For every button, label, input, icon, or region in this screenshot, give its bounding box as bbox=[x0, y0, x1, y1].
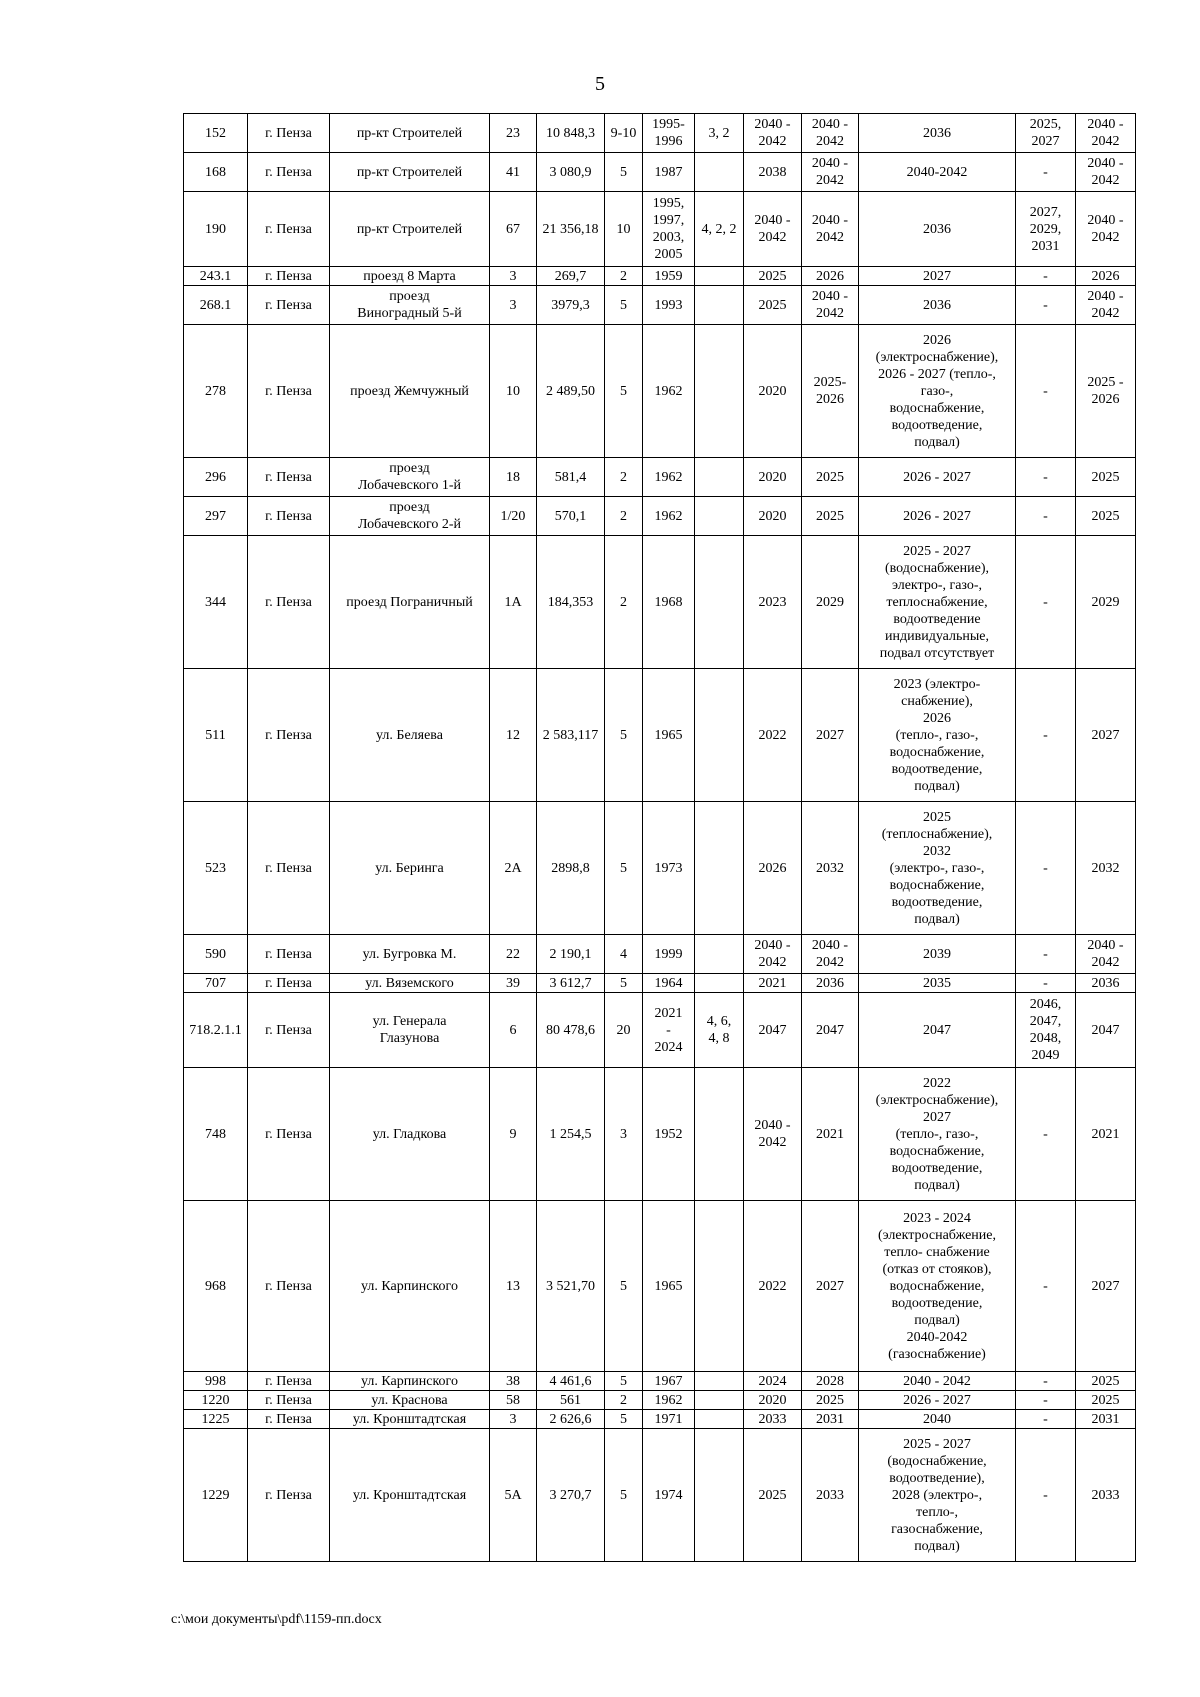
table-row bbox=[184, 153, 1136, 192]
cell-house: 9 bbox=[490, 1068, 537, 1201]
cell-floors: 5 bbox=[605, 669, 643, 802]
page-number: 5 bbox=[595, 73, 605, 95]
cell-year-d: 2040 - 2042 bbox=[1076, 114, 1136, 153]
cell-year-built: 1965 bbox=[643, 669, 695, 802]
cell-house: 5А bbox=[490, 1429, 537, 1562]
cell-city: г. Пенза bbox=[248, 153, 330, 192]
cell-year-d: 2029 bbox=[1076, 536, 1136, 669]
cell-year-b: 2040 - 2042 bbox=[802, 114, 859, 153]
cell-street: пр-кт Строителей bbox=[330, 153, 490, 192]
cell-year-b: 2040 - 2042 bbox=[802, 153, 859, 192]
cell-work-years: 2036 bbox=[859, 192, 1016, 267]
cell-floors: 2 bbox=[605, 497, 643, 536]
cell-street: проезд Лобачевского 2-й bbox=[330, 497, 490, 536]
cell-year-d: 2047 bbox=[1076, 993, 1136, 1068]
cell-id: 1220 bbox=[184, 1391, 248, 1410]
cell-floors: 5 bbox=[605, 1201, 643, 1372]
cell-year-a: 2025 bbox=[744, 286, 802, 325]
cell-work-years: 2022 (электроснабжение), 2027 (тепло-, газо-, водоснабжение, водоотведение, подвал) bbox=[859, 1068, 1016, 1201]
table-row bbox=[184, 536, 1136, 669]
cell-year-a: 2040 - 2042 bbox=[744, 192, 802, 267]
cell-street: ул. Карпинского bbox=[330, 1201, 490, 1372]
cell-id: 344 bbox=[184, 536, 248, 669]
cell-section-floors bbox=[695, 267, 744, 286]
cell-id: 268.1 bbox=[184, 286, 248, 325]
cell-city: г. Пенза bbox=[248, 114, 330, 153]
cell-floors: 5 bbox=[605, 1410, 643, 1429]
cell-year-d: 2036 bbox=[1076, 974, 1136, 993]
cell-floors: 5 bbox=[605, 325, 643, 458]
cell-id: 297 bbox=[184, 497, 248, 536]
cell-year-a: 2022 bbox=[744, 669, 802, 802]
cell-city: г. Пенза bbox=[248, 1391, 330, 1410]
cell-year-c: - bbox=[1016, 1429, 1076, 1562]
cell-work-years: 2026 - 2027 bbox=[859, 1391, 1016, 1410]
cell-area: 3979,3 bbox=[537, 286, 605, 325]
cell-id: 718.2.1.1 bbox=[184, 993, 248, 1068]
cell-work-years: 2023 (электро- снабжение), 2026 (тепло-, газо-, водоснабжение, водоотведение, подвал) bbox=[859, 669, 1016, 802]
cell-area: 3 612,7 bbox=[537, 974, 605, 993]
cell-section-floors bbox=[695, 497, 744, 536]
cell-year-d: 2025 bbox=[1076, 1391, 1136, 1410]
cell-year-b: 2025 bbox=[802, 497, 859, 536]
cell-house: 22 bbox=[490, 935, 537, 974]
cell-year-c: 2027, 2029, 2031 bbox=[1016, 192, 1076, 267]
cell-area: 3 521,70 bbox=[537, 1201, 605, 1372]
cell-year-built: 1965 bbox=[643, 1201, 695, 1372]
cell-year-d: 2040 - 2042 bbox=[1076, 935, 1136, 974]
cell-street: пр-кт Строителей bbox=[330, 114, 490, 153]
table-row bbox=[184, 1068, 1136, 1201]
cell-work-years: 2026 - 2027 bbox=[859, 458, 1016, 497]
cell-year-a: 2024 bbox=[744, 1372, 802, 1391]
cell-year-built: 1999 bbox=[643, 935, 695, 974]
cell-year-c: - bbox=[1016, 1201, 1076, 1372]
cell-floors: 9-10 bbox=[605, 114, 643, 153]
cell-section-floors bbox=[695, 286, 744, 325]
cell-house: 10 bbox=[490, 325, 537, 458]
table-row bbox=[184, 669, 1136, 802]
cell-year-d: 2025 bbox=[1076, 1372, 1136, 1391]
cell-year-built: 1962 bbox=[643, 1391, 695, 1410]
cell-work-years: 2039 bbox=[859, 935, 1016, 974]
footer-file-path: c:\мои документы\pdf\1159-пп.docx bbox=[171, 1612, 382, 1627]
cell-house: 3 bbox=[490, 267, 537, 286]
table-row bbox=[184, 1410, 1136, 1429]
cell-area: 4 461,6 bbox=[537, 1372, 605, 1391]
table-row bbox=[184, 1391, 1136, 1410]
cell-house: 1/20 bbox=[490, 497, 537, 536]
cell-floors: 5 bbox=[605, 153, 643, 192]
cell-id: 511 bbox=[184, 669, 248, 802]
cell-house: 3 bbox=[490, 1410, 537, 1429]
cell-floors: 2 bbox=[605, 1391, 643, 1410]
cell-street: ул. Генерала Глазунова bbox=[330, 993, 490, 1068]
cell-area: 10 848,3 bbox=[537, 114, 605, 153]
cell-year-d: 2026 bbox=[1076, 267, 1136, 286]
cell-street: ул. Кронштадтская bbox=[330, 1410, 490, 1429]
cell-year-built: 1964 bbox=[643, 974, 695, 993]
cell-work-years: 2035 bbox=[859, 974, 1016, 993]
cell-city: г. Пенза bbox=[248, 267, 330, 286]
cell-street: пр-кт Строителей bbox=[330, 192, 490, 267]
cell-year-built: 1962 bbox=[643, 325, 695, 458]
cell-street: проезд Лобачевского 1-й bbox=[330, 458, 490, 497]
table-row bbox=[184, 1201, 1136, 1372]
cell-year-a: 2040 - 2042 bbox=[744, 935, 802, 974]
cell-year-built: 1974 bbox=[643, 1429, 695, 1562]
cell-city: г. Пенза bbox=[248, 286, 330, 325]
cell-year-b: 2040 - 2042 bbox=[802, 935, 859, 974]
cell-year-d: 2031 bbox=[1076, 1410, 1136, 1429]
cell-city: г. Пенза bbox=[248, 935, 330, 974]
cell-year-c: - bbox=[1016, 669, 1076, 802]
cell-house: 18 bbox=[490, 458, 537, 497]
cell-year-c: - bbox=[1016, 497, 1076, 536]
table-row bbox=[184, 974, 1136, 993]
cell-city: г. Пенза bbox=[248, 458, 330, 497]
cell-year-c: - bbox=[1016, 153, 1076, 192]
cell-year-b: 2028 bbox=[802, 1372, 859, 1391]
cell-street: проезд Жемчужный bbox=[330, 325, 490, 458]
cell-floors: 5 bbox=[605, 1372, 643, 1391]
cell-area: 581,4 bbox=[537, 458, 605, 497]
buildings-table bbox=[183, 113, 1136, 1562]
cell-year-a: 2040 - 2042 bbox=[744, 1068, 802, 1201]
cell-house: 23 bbox=[490, 114, 537, 153]
table-row bbox=[184, 286, 1136, 325]
table-row bbox=[184, 325, 1136, 458]
cell-year-built: 1987 bbox=[643, 153, 695, 192]
cell-street: проезд Пограничный bbox=[330, 536, 490, 669]
cell-area: 3 270,7 bbox=[537, 1429, 605, 1562]
cell-area: 2 489,50 bbox=[537, 325, 605, 458]
cell-year-a: 2020 bbox=[744, 458, 802, 497]
cell-year-b: 2036 bbox=[802, 974, 859, 993]
cell-id: 523 bbox=[184, 802, 248, 935]
cell-year-a: 2040 - 2042 bbox=[744, 114, 802, 153]
cell-floors: 5 bbox=[605, 286, 643, 325]
cell-year-c: - bbox=[1016, 1372, 1076, 1391]
cell-floors: 2 bbox=[605, 267, 643, 286]
cell-year-a: 2020 bbox=[744, 325, 802, 458]
table-row bbox=[184, 267, 1136, 286]
cell-year-d: 2040 - 2042 bbox=[1076, 192, 1136, 267]
cell-area: 570,1 bbox=[537, 497, 605, 536]
cell-year-a: 2038 bbox=[744, 153, 802, 192]
cell-year-a: 2047 bbox=[744, 993, 802, 1068]
cell-year-b: 2027 bbox=[802, 669, 859, 802]
cell-year-c: - bbox=[1016, 1410, 1076, 1429]
cell-street: проезд 8 Марта bbox=[330, 267, 490, 286]
cell-city: г. Пенза bbox=[248, 669, 330, 802]
cell-section-floors bbox=[695, 802, 744, 935]
cell-year-b: 2033 bbox=[802, 1429, 859, 1562]
cell-city: г. Пенза bbox=[248, 974, 330, 993]
cell-work-years: 2036 bbox=[859, 114, 1016, 153]
cell-year-built: 1993 bbox=[643, 286, 695, 325]
cell-area: 3 080,9 bbox=[537, 153, 605, 192]
cell-id: 152 bbox=[184, 114, 248, 153]
cell-house: 3 bbox=[490, 286, 537, 325]
cell-year-c: - bbox=[1016, 1391, 1076, 1410]
table-row bbox=[184, 1429, 1136, 1562]
table-row bbox=[184, 192, 1136, 267]
cell-floors: 5 bbox=[605, 1429, 643, 1562]
cell-year-a: 2025 bbox=[744, 267, 802, 286]
cell-year-d: 2040 - 2042 bbox=[1076, 286, 1136, 325]
cell-year-c: - bbox=[1016, 536, 1076, 669]
cell-id: 243.1 bbox=[184, 267, 248, 286]
cell-house: 38 bbox=[490, 1372, 537, 1391]
cell-area: 1 254,5 bbox=[537, 1068, 605, 1201]
table-row bbox=[184, 497, 1136, 536]
cell-house: 2А bbox=[490, 802, 537, 935]
cell-year-d: 2027 bbox=[1076, 1201, 1136, 1372]
cell-work-years: 2025 - 2027 (водоснабжение), электро-, газо-, теплоснабжение, водоотведение индивидуальные, подвал отсутствует bbox=[859, 536, 1016, 669]
cell-year-built: 1995, 1997, 2003, 2005 bbox=[643, 192, 695, 267]
cell-section-floors: 4, 2, 2 bbox=[695, 192, 744, 267]
cell-city: г. Пенза bbox=[248, 325, 330, 458]
cell-work-years: 2026 - 2027 bbox=[859, 497, 1016, 536]
cell-year-d: 2033 bbox=[1076, 1429, 1136, 1562]
cell-id: 1229 bbox=[184, 1429, 248, 1562]
table-row bbox=[184, 935, 1136, 974]
cell-year-b: 2027 bbox=[802, 1201, 859, 1372]
cell-section-floors bbox=[695, 1429, 744, 1562]
cell-year-built: 1962 bbox=[643, 458, 695, 497]
cell-section-floors bbox=[695, 536, 744, 669]
cell-work-years: 2023 - 2024 (электроснабжение, тепло- снабжение (отказ от стояков), водоснабжение, водоотведение, подвал) 2040-2042 (газоснабжение) bbox=[859, 1201, 1016, 1372]
cell-year-built: 1973 bbox=[643, 802, 695, 935]
cell-year-b: 2029 bbox=[802, 536, 859, 669]
cell-house: 41 bbox=[490, 153, 537, 192]
cell-street: ул. Беляева bbox=[330, 669, 490, 802]
cell-year-d: 2021 bbox=[1076, 1068, 1136, 1201]
cell-house: 13 bbox=[490, 1201, 537, 1372]
cell-year-c: - bbox=[1016, 286, 1076, 325]
cell-year-built: 1995- 1996 bbox=[643, 114, 695, 153]
cell-section-floors: 3, 2 bbox=[695, 114, 744, 153]
cell-year-c: - bbox=[1016, 802, 1076, 935]
cell-floors: 3 bbox=[605, 1068, 643, 1201]
cell-year-built: 1952 bbox=[643, 1068, 695, 1201]
cell-floors: 2 bbox=[605, 458, 643, 497]
cell-work-years: 2047 bbox=[859, 993, 1016, 1068]
table-row bbox=[184, 114, 1136, 153]
cell-section-floors bbox=[695, 1391, 744, 1410]
cell-floors: 10 bbox=[605, 192, 643, 267]
cell-city: г. Пенза bbox=[248, 1410, 330, 1429]
cell-year-a: 2025 bbox=[744, 1429, 802, 1562]
cell-year-b: 2032 bbox=[802, 802, 859, 935]
cell-id: 707 bbox=[184, 974, 248, 993]
table-row bbox=[184, 1372, 1136, 1391]
cell-city: г. Пенза bbox=[248, 802, 330, 935]
cell-area: 2898,8 bbox=[537, 802, 605, 935]
cell-area: 21 356,18 bbox=[537, 192, 605, 267]
cell-work-years: 2036 bbox=[859, 286, 1016, 325]
cell-id: 748 bbox=[184, 1068, 248, 1201]
cell-city: г. Пенза bbox=[248, 1429, 330, 1562]
cell-year-c: - bbox=[1016, 325, 1076, 458]
cell-year-built: 1967 bbox=[643, 1372, 695, 1391]
cell-section-floors bbox=[695, 458, 744, 497]
cell-year-built: 1959 bbox=[643, 267, 695, 286]
cell-section-floors bbox=[695, 1372, 744, 1391]
cell-year-b: 2025 bbox=[802, 1391, 859, 1410]
cell-id: 590 bbox=[184, 935, 248, 974]
cell-year-c: - bbox=[1016, 1068, 1076, 1201]
cell-house: 39 bbox=[490, 974, 537, 993]
cell-section-floors bbox=[695, 935, 744, 974]
cell-id: 998 bbox=[184, 1372, 248, 1391]
cell-id: 1225 bbox=[184, 1410, 248, 1429]
cell-section-floors: 4, 6, 4, 8 bbox=[695, 993, 744, 1068]
cell-year-b: 2031 bbox=[802, 1410, 859, 1429]
cell-section-floors bbox=[695, 1068, 744, 1201]
cell-year-b: 2021 bbox=[802, 1068, 859, 1201]
cell-id: 168 bbox=[184, 153, 248, 192]
cell-floors: 20 bbox=[605, 993, 643, 1068]
cell-section-floors bbox=[695, 1201, 744, 1372]
cell-section-floors bbox=[695, 1410, 744, 1429]
table-row bbox=[184, 802, 1136, 935]
cell-year-c: - bbox=[1016, 935, 1076, 974]
cell-area: 80 478,6 bbox=[537, 993, 605, 1068]
cell-city: г. Пенза bbox=[248, 536, 330, 669]
cell-year-a: 2020 bbox=[744, 497, 802, 536]
cell-year-d: 2032 bbox=[1076, 802, 1136, 935]
cell-year-built: 1971 bbox=[643, 1410, 695, 1429]
cell-city: г. Пенза bbox=[248, 1068, 330, 1201]
cell-year-c: - bbox=[1016, 458, 1076, 497]
cell-street: ул. Кронштадтская bbox=[330, 1429, 490, 1562]
cell-street: ул. Краснова bbox=[330, 1391, 490, 1410]
cell-city: г. Пенза bbox=[248, 497, 330, 536]
cell-street: ул. Вяземского bbox=[330, 974, 490, 993]
cell-year-d: 2025 bbox=[1076, 497, 1136, 536]
cell-year-b: 2025 bbox=[802, 458, 859, 497]
cell-city: г. Пенза bbox=[248, 1372, 330, 1391]
table-row bbox=[184, 458, 1136, 497]
cell-year-b: 2047 bbox=[802, 993, 859, 1068]
cell-floors: 5 bbox=[605, 802, 643, 935]
cell-id: 278 bbox=[184, 325, 248, 458]
cell-year-a: 2023 bbox=[744, 536, 802, 669]
cell-street: ул. Гладкова bbox=[330, 1068, 490, 1201]
cell-street: проезд Виноградный 5-й bbox=[330, 286, 490, 325]
cell-year-b: 2026 bbox=[802, 267, 859, 286]
cell-work-years: 2040-2042 bbox=[859, 153, 1016, 192]
cell-year-c: - bbox=[1016, 974, 1076, 993]
cell-id: 968 bbox=[184, 1201, 248, 1372]
cell-house: 58 bbox=[490, 1391, 537, 1410]
table-row bbox=[184, 993, 1136, 1068]
cell-year-built: 2021 - 2024 bbox=[643, 993, 695, 1068]
cell-work-years: 2026 (электроснабжение), 2026 - 2027 (тепло-, газо-, водоснабжение, водоотведение, подвал) bbox=[859, 325, 1016, 458]
cell-section-floors bbox=[695, 669, 744, 802]
cell-year-a: 2021 bbox=[744, 974, 802, 993]
cell-year-b: 2025- 2026 bbox=[802, 325, 859, 458]
cell-street: ул. Беринга bbox=[330, 802, 490, 935]
cell-year-built: 1962 bbox=[643, 497, 695, 536]
cell-street: ул. Бугровка М. bbox=[330, 935, 490, 974]
cell-work-years: 2025 - 2027 (водоснабжение, водоотведение), 2028 (электро-, тепло-, газоснабжение, подвал) bbox=[859, 1429, 1016, 1562]
cell-area: 269,7 bbox=[537, 267, 605, 286]
cell-year-a: 2026 bbox=[744, 802, 802, 935]
cell-year-a: 2020 bbox=[744, 1391, 802, 1410]
cell-work-years: 2040 bbox=[859, 1410, 1016, 1429]
cell-area: 2 190,1 bbox=[537, 935, 605, 974]
cell-area: 184,353 bbox=[537, 536, 605, 669]
cell-house: 67 bbox=[490, 192, 537, 267]
cell-year-b: 2040 - 2042 bbox=[802, 286, 859, 325]
cell-id: 190 bbox=[184, 192, 248, 267]
cell-floors: 5 bbox=[605, 974, 643, 993]
cell-year-c: - bbox=[1016, 267, 1076, 286]
cell-city: г. Пенза bbox=[248, 1201, 330, 1372]
cell-city: г. Пенза bbox=[248, 192, 330, 267]
cell-section-floors bbox=[695, 325, 744, 458]
cell-work-years: 2025 (теплоснабжение), 2032 (электро-, газо-, водоснабжение, водоотведение, подвал) bbox=[859, 802, 1016, 935]
cell-year-d: 2025 - 2026 bbox=[1076, 325, 1136, 458]
cell-city: г. Пенза bbox=[248, 993, 330, 1068]
cell-street: ул. Карпинского bbox=[330, 1372, 490, 1391]
cell-year-c: 2046, 2047, 2048, 2049 bbox=[1016, 993, 1076, 1068]
cell-floors: 2 bbox=[605, 536, 643, 669]
cell-year-d: 2040 - 2042 bbox=[1076, 153, 1136, 192]
cell-section-floors bbox=[695, 153, 744, 192]
cell-floors: 4 bbox=[605, 935, 643, 974]
cell-work-years: 2027 bbox=[859, 267, 1016, 286]
cell-year-built: 1968 bbox=[643, 536, 695, 669]
cell-year-a: 2022 bbox=[744, 1201, 802, 1372]
cell-area: 561 bbox=[537, 1391, 605, 1410]
cell-house: 12 bbox=[490, 669, 537, 802]
cell-year-a: 2033 bbox=[744, 1410, 802, 1429]
cell-area: 2 583,117 bbox=[537, 669, 605, 802]
cell-year-d: 2027 bbox=[1076, 669, 1136, 802]
cell-section-floors bbox=[695, 974, 744, 993]
cell-work-years: 2040 - 2042 bbox=[859, 1372, 1016, 1391]
cell-area: 2 626,6 bbox=[537, 1410, 605, 1429]
cell-id: 296 bbox=[184, 458, 248, 497]
cell-year-d: 2025 bbox=[1076, 458, 1136, 497]
cell-year-b: 2040 - 2042 bbox=[802, 192, 859, 267]
cell-house: 6 bbox=[490, 993, 537, 1068]
cell-year-c: 2025, 2027 bbox=[1016, 114, 1076, 153]
cell-house: 1А bbox=[490, 536, 537, 669]
